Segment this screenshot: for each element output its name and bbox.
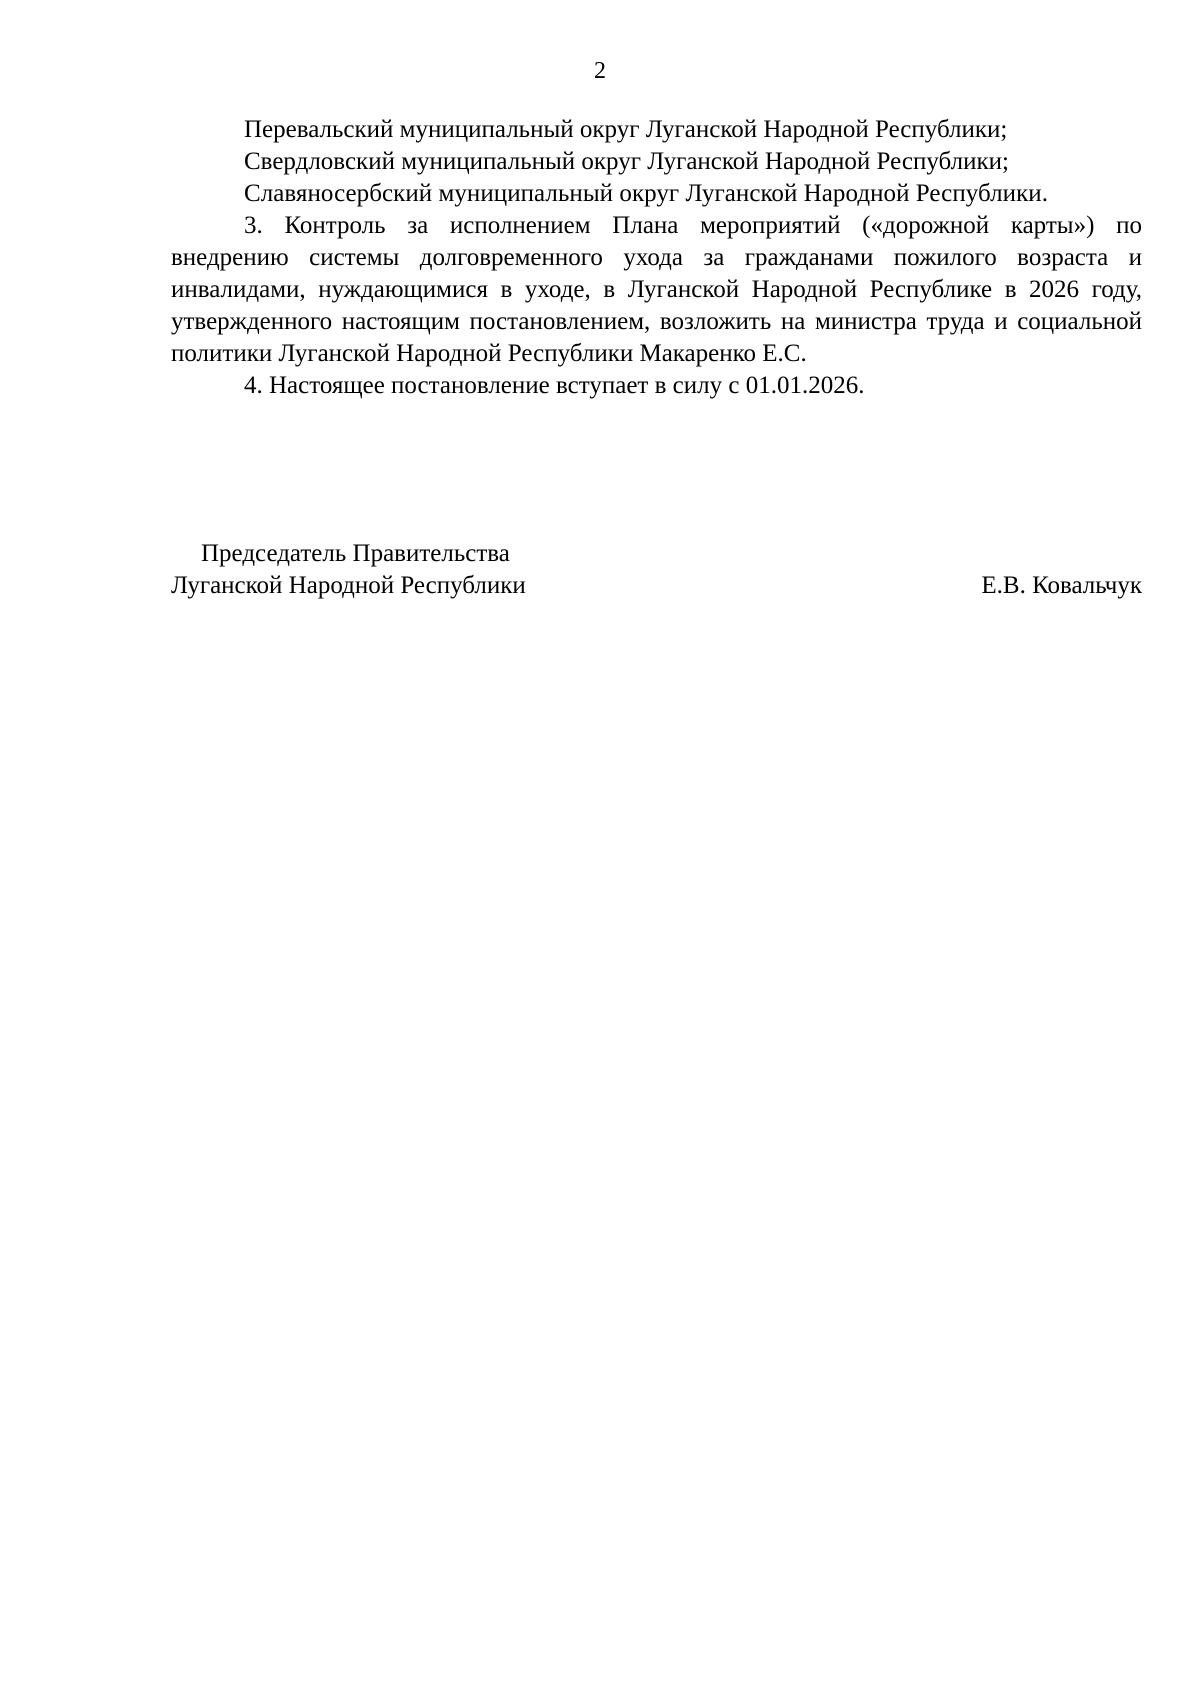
paragraph-control-clause: 3. Контроль за исполнением Плана мероприятий («дорожной карты») по внедрению системы долговременного ухода за гражданами пожилого возраста и инвалидами, нуждающимися в уходе, в Луганской Народной Республике в 2026 году, утвержденного настоящим постановлением, возложить на министра труда и социальной политики Луганской Народной Республики Макаренко Е.С. xyxy=(171,212,1142,367)
paragraph-perevalsky-district: Перевальский муниципальный округ Луганской Народной Республики; xyxy=(244,116,1008,143)
signature-title-row-1 xyxy=(171,538,1142,570)
signature-block xyxy=(171,538,1142,602)
paragraph-slavyanoserbsky-district: Славяносербский муниципальный округ Луганской Народной Республики. xyxy=(244,180,1049,207)
document-body xyxy=(171,114,1142,402)
signature-title-row-2 xyxy=(171,570,1142,602)
paragraph-sverdlovsky-district: Свердловский муниципальный округ Луганской Народной Республики; xyxy=(244,148,1009,175)
signature-title-line-1: Председатель Правительства xyxy=(201,540,510,567)
page-number: 2 xyxy=(594,58,606,84)
signature-title-line-2: Луганской Народной Республики xyxy=(171,572,526,599)
paragraph-effective-date: 4. Настоящее постановление вступает в силу с 01.01.2026. xyxy=(244,372,865,399)
signatory-name: Е.В. Ковальчук xyxy=(981,572,1142,599)
